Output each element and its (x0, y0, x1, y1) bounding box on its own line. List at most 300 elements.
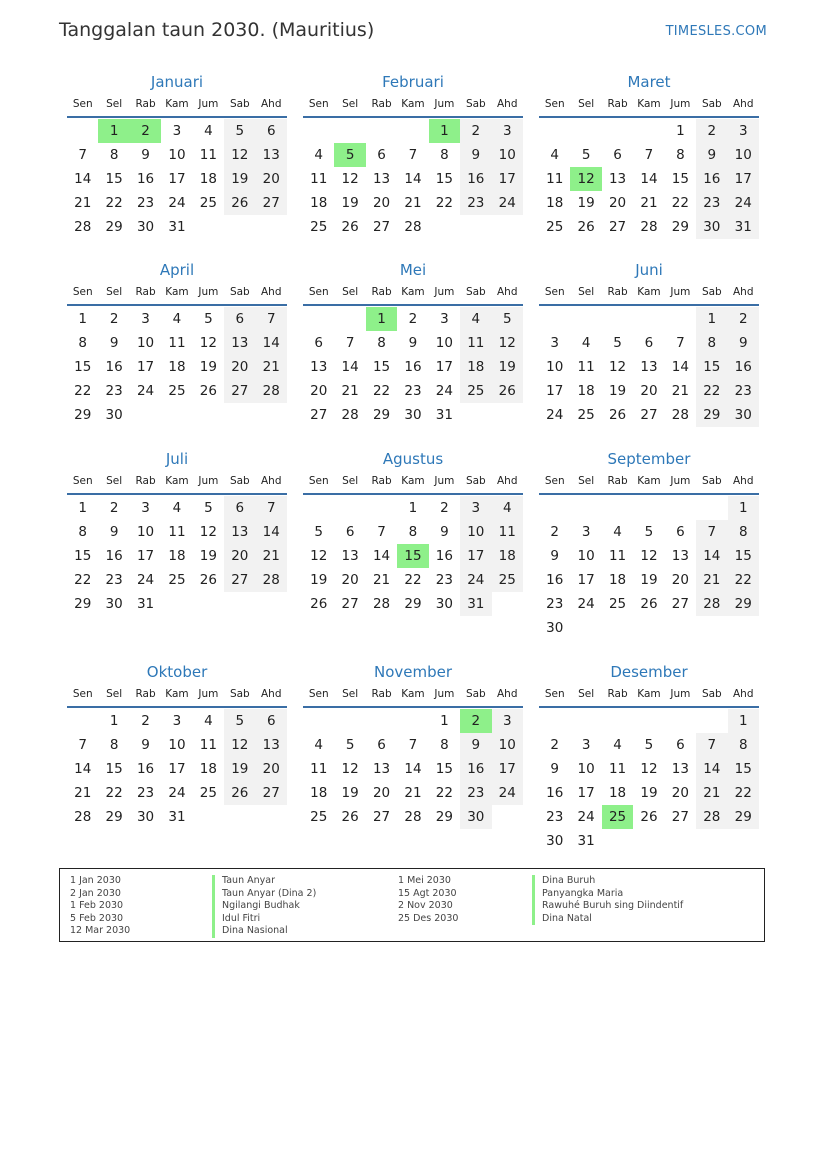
holiday-day: 1 (98, 119, 129, 143)
day-cell: 6 (676, 737, 685, 753)
day-cell: 18 (608, 572, 627, 588)
weekday-label: Sab (229, 475, 250, 487)
day-cell: 4 (172, 311, 182, 327)
weekend-day: 10 (492, 733, 523, 757)
day-cell: 8 (78, 524, 87, 540)
week-row (67, 119, 287, 143)
day-cell: 25 (310, 809, 328, 825)
empty-cell (193, 215, 224, 239)
day-cell: 5 (613, 335, 622, 351)
weekday-label: Ahd (496, 286, 518, 298)
week-row (67, 805, 287, 829)
day-cell: 29 (105, 219, 123, 235)
day-cell: 26 (608, 407, 627, 423)
day-cell: 30 (105, 407, 123, 423)
day-cell: 8 (78, 335, 87, 351)
empty-cell (161, 403, 192, 427)
week-row (303, 805, 523, 829)
day-cell: 27 (372, 219, 391, 235)
week-row (67, 757, 287, 781)
day-cell: 14 (74, 761, 92, 777)
day-cell: 18 (310, 785, 328, 801)
day-cell: 10 (577, 761, 595, 777)
weekday-label: Sel (106, 286, 123, 298)
weekend-day: 27 (256, 191, 287, 215)
day-cell: 25 (199, 785, 217, 801)
week-row (539, 568, 759, 592)
day-cell: 12 (640, 761, 658, 777)
day-cell: 22 (74, 383, 92, 399)
weekday-label: Jum (434, 286, 455, 298)
weekend-day: 10 (460, 520, 491, 544)
weekday-label: Ahd (496, 98, 518, 110)
day-cell: 27 (608, 219, 627, 235)
day-cell: 4 (613, 524, 622, 540)
day-cell: 10 (136, 524, 155, 540)
weekend-day: 16 (728, 355, 759, 379)
day-cell: 27 (671, 809, 689, 825)
day-cell: 25 (168, 572, 186, 588)
weekend-day: 9 (460, 143, 491, 167)
weekend-day: 27 (256, 781, 287, 805)
weekday-header (539, 471, 759, 495)
weekend-day: 23 (728, 379, 759, 403)
day-cell: 27 (671, 596, 689, 612)
weekend-day: 30 (696, 215, 727, 239)
empty-cell (429, 215, 460, 239)
day-cell: 20 (372, 785, 391, 801)
day-cell: 3 (550, 335, 559, 351)
empty-cell (334, 709, 365, 733)
day-cell: 13 (372, 171, 391, 187)
week-row (67, 215, 287, 239)
day-cell: 27 (341, 596, 359, 612)
weekday-label: Kam (637, 475, 661, 487)
day-cell: 15 (671, 171, 689, 187)
weekday-label: Sab (701, 98, 722, 110)
weekday-label: Ahd (732, 286, 754, 298)
weekend-day: 6 (224, 307, 255, 331)
empty-cell (570, 119, 601, 143)
day-cell: 21 (74, 785, 92, 801)
weekday-header (539, 684, 759, 708)
weekend-day: 29 (728, 805, 759, 829)
day-cell: 24 (136, 572, 155, 588)
day-cell: 13 (608, 171, 627, 187)
weekend-day: 15 (696, 355, 727, 379)
day-cell: 1 (109, 713, 119, 729)
empty-cell (366, 496, 397, 520)
weekend-day: 17 (460, 544, 491, 568)
weekend-day: 25 (492, 568, 523, 592)
day-cell: 9 (109, 524, 119, 540)
day-cell: 26 (577, 219, 595, 235)
day-cell: 16 (404, 359, 422, 375)
weekday-label: Sen (544, 688, 565, 700)
day-cell: 18 (168, 548, 186, 564)
empty-cell (728, 616, 759, 640)
week-row (67, 143, 287, 167)
weekend-day: 8 (728, 733, 759, 757)
weekend-day: 19 (224, 757, 255, 781)
weekday-label: Ahd (732, 688, 754, 700)
weekend-day: 21 (696, 781, 727, 805)
weekend-day: 15 (728, 544, 759, 568)
weekend-day: 2 (460, 119, 491, 143)
day-cell: 7 (676, 335, 685, 351)
day-cell: 4 (172, 500, 182, 516)
empty-cell (665, 616, 696, 640)
weekday-label: Jum (670, 688, 691, 700)
day-cell: 23 (105, 572, 123, 588)
weekend-day: 23 (460, 191, 491, 215)
legend-date: 2 Jan 2030 (70, 887, 121, 899)
day-cell: 2 (109, 311, 119, 327)
legend-date: 12 Mar 2030 (70, 925, 131, 936)
empty-cell (633, 616, 664, 640)
weekday-label: Kam (165, 688, 189, 700)
week-row (539, 167, 759, 191)
day-cell: 17 (136, 359, 155, 375)
weekday-label: Sel (578, 475, 595, 487)
day-cell: 19 (640, 785, 658, 801)
weekend-day: 3 (728, 119, 759, 143)
day-cell: 20 (671, 785, 689, 801)
weekend-day: 29 (728, 592, 759, 616)
month-name: Desember (610, 663, 688, 681)
legend-holiday-name: Taun Anyar (212, 875, 316, 888)
holiday-day: 5 (334, 143, 365, 167)
month-6 (539, 260, 759, 427)
day-cell: 19 (341, 785, 359, 801)
month-3 (539, 72, 759, 239)
day-cell: 1 (408, 500, 418, 516)
weekday-label: Sab (701, 286, 722, 298)
weekend-day: 21 (696, 568, 727, 592)
weekend-day: 5 (492, 307, 523, 331)
day-cell: 26 (341, 219, 359, 235)
weekday-label: Sel (106, 475, 123, 487)
empty-cell (303, 496, 334, 520)
month-name: Oktober (146, 663, 208, 681)
day-cell: 14 (671, 359, 689, 375)
weekend-day: 1 (728, 496, 759, 520)
week-row (303, 379, 523, 403)
day-cell: 6 (314, 335, 323, 351)
day-cell: 16 (546, 572, 564, 588)
weekday-label: Sen (544, 98, 565, 110)
day-cell: 16 (435, 548, 453, 564)
weekday-label: Sab (701, 688, 722, 700)
weekend-day: 22 (696, 379, 727, 403)
day-cell: 15 (435, 761, 453, 777)
weekday-header (67, 94, 287, 118)
week-row (67, 403, 287, 427)
day-cell: 25 (546, 219, 564, 235)
weekday-label: Kam (637, 98, 661, 110)
week-row (303, 592, 523, 616)
day-cell: 7 (408, 737, 418, 753)
week-row (539, 616, 759, 640)
weekday-label: Ahd (260, 98, 282, 110)
month-7 (67, 449, 287, 616)
weekday-label: Jum (434, 688, 455, 700)
weekend-day: 28 (256, 379, 287, 403)
empty-cell (397, 119, 428, 143)
day-cell: 19 (199, 548, 217, 564)
day-cell: 24 (168, 195, 186, 211)
day-cell: 31 (577, 833, 595, 849)
day-cell: 20 (671, 572, 689, 588)
day-cell: 10 (435, 335, 453, 351)
day-cell: 17 (577, 785, 595, 801)
day-cell: 22 (105, 785, 123, 801)
day-cell: 29 (74, 596, 92, 612)
weekend-day: 6 (256, 709, 287, 733)
legend-names-left (212, 875, 316, 938)
month-8 (303, 449, 523, 616)
week-row (539, 781, 759, 805)
weekend-day: 10 (492, 143, 523, 167)
day-cell: 16 (105, 548, 123, 564)
day-cell: 8 (377, 335, 386, 351)
day-cell: 16 (105, 359, 123, 375)
weekday-label: Ahd (496, 688, 518, 700)
weekend-day: 7 (696, 520, 727, 544)
weekend-day: 27 (224, 379, 255, 403)
day-cell: 6 (345, 524, 355, 540)
weekday-label: Ahd (260, 688, 282, 700)
day-cell: 19 (640, 572, 658, 588)
day-cell: 17 (435, 359, 453, 375)
month-name: Maret (627, 73, 671, 91)
empty-cell (665, 829, 696, 853)
weekday-label: Rab (371, 98, 392, 110)
weekend-day: 12 (224, 143, 255, 167)
week-row (539, 496, 759, 520)
weekend-day: 28 (696, 592, 727, 616)
day-cell: 24 (435, 383, 453, 399)
weekend-day: 9 (696, 143, 727, 167)
weekday-label: Kam (637, 286, 661, 298)
weekday-label: Jum (434, 475, 455, 487)
week-row (67, 520, 287, 544)
day-cell: 24 (136, 383, 155, 399)
weekday-label: Rab (371, 688, 392, 700)
week-row (67, 379, 287, 403)
weekday-label: Sel (342, 286, 359, 298)
weekday-label: Kam (401, 286, 425, 298)
day-cell: 10 (168, 147, 186, 163)
weekend-day: 20 (224, 355, 255, 379)
week-row (67, 544, 287, 568)
day-cell: 5 (644, 524, 654, 540)
legend-date: 1 Mei 2030 (398, 875, 451, 886)
day-cell: 4 (314, 737, 323, 753)
weekend-day: 12 (492, 331, 523, 355)
page-title: Tanggalan taun 2030. (Mauritius) (59, 19, 375, 41)
weekend-day: 28 (696, 805, 727, 829)
holiday-day: 1 (366, 307, 397, 331)
weekend-day: 13 (224, 520, 255, 544)
week-row (539, 331, 759, 355)
brand-link[interactable]: TIMESLES.COM (665, 24, 767, 39)
day-cell: 30 (546, 620, 564, 636)
day-cell: 14 (341, 359, 359, 375)
weekend-day: 12 (224, 733, 255, 757)
day-cell: 14 (74, 171, 92, 187)
empty-cell (602, 496, 633, 520)
day-cell: 10 (577, 548, 595, 564)
weekday-label: Sel (342, 475, 359, 487)
weekend-day: 25 (460, 379, 491, 403)
day-cell: 20 (341, 572, 359, 588)
day-cell: 2 (550, 524, 559, 540)
day-cell: 9 (440, 524, 449, 540)
weekend-day: 3 (460, 496, 491, 520)
day-cell: 28 (640, 219, 658, 235)
week-row (67, 733, 287, 757)
day-cell: 30 (136, 219, 155, 235)
day-cell: 25 (199, 195, 217, 211)
weekend-day: 8 (696, 331, 727, 355)
weekend-day: 23 (460, 781, 491, 805)
day-cell: 17 (136, 548, 155, 564)
day-cell: 22 (105, 195, 123, 211)
month-10 (67, 662, 287, 829)
day-cell: 26 (640, 809, 658, 825)
weekend-day: 10 (728, 143, 759, 167)
week-row (303, 119, 523, 143)
day-cell: 4 (550, 147, 559, 163)
weekday-label: Ahd (732, 475, 754, 487)
week-row (67, 167, 287, 191)
legend-date: 15 Agt 2030 (398, 887, 457, 899)
day-cell: 17 (546, 383, 564, 399)
empty-cell (193, 805, 224, 829)
day-cell: 18 (608, 785, 627, 801)
week-row (303, 733, 523, 757)
weekend-day: 15 (728, 757, 759, 781)
day-cell: 30 (105, 596, 123, 612)
day-cell: 2 (141, 713, 150, 729)
day-cell: 29 (404, 596, 422, 612)
legend-date: 1 Feb 2030 (70, 900, 124, 911)
legend-date: 1 Jan 2030 (70, 875, 121, 886)
month-4 (67, 260, 287, 427)
empty-cell (570, 307, 601, 331)
day-cell: 27 (310, 407, 328, 423)
day-cell: 24 (577, 809, 595, 825)
legend-holiday-name: Idul Fitri (212, 913, 316, 926)
holiday-legend (59, 868, 765, 942)
weekday-header (303, 282, 523, 306)
week-row (67, 191, 287, 215)
weekday-label: Jum (198, 286, 219, 298)
day-cell: 11 (199, 147, 217, 163)
day-cell: 14 (640, 171, 658, 187)
weekend-day: 26 (492, 379, 523, 403)
weekday-label: Ahd (260, 286, 282, 298)
legend-date: 25 Des 2030 (398, 912, 459, 924)
day-cell: 10 (168, 737, 186, 753)
day-cell: 21 (74, 195, 92, 211)
day-cell: 22 (671, 195, 689, 211)
week-row (539, 520, 759, 544)
empty-cell (602, 616, 633, 640)
month-name: Februari (382, 73, 444, 91)
day-cell: 21 (404, 195, 422, 211)
empty-cell (366, 709, 397, 733)
weekend-day: 2 (696, 119, 727, 143)
day-cell: 10 (136, 335, 155, 351)
empty-cell (334, 307, 365, 331)
weekend-day: 20 (224, 544, 255, 568)
weekend-day: 13 (256, 733, 287, 757)
day-cell: 25 (168, 383, 186, 399)
week-row (539, 805, 759, 829)
weekend-day: 24 (492, 191, 523, 215)
weekend-day: 31 (728, 215, 759, 239)
weekday-label: Sab (229, 98, 250, 110)
empty-cell (633, 496, 664, 520)
legend-date: 2 Nov 2030 (398, 900, 453, 911)
day-cell: 17 (577, 572, 595, 588)
weekday-label: Jum (198, 688, 219, 700)
day-cell: 28 (404, 219, 422, 235)
weekday-label: Sen (72, 98, 93, 110)
weekend-day: 9 (728, 331, 759, 355)
day-cell: 16 (136, 761, 155, 777)
weekday-label: Sel (578, 98, 595, 110)
month-1 (67, 72, 287, 239)
day-cell: 27 (372, 809, 391, 825)
day-cell: 18 (168, 359, 186, 375)
day-cell: 12 (199, 335, 217, 351)
day-cell: 1 (78, 500, 87, 516)
holiday-day: 25 (602, 805, 633, 829)
empty-cell (696, 709, 727, 733)
day-cell: 11 (577, 359, 595, 375)
legend-holiday-name: Taun Anyar (Dina 2) (212, 888, 316, 901)
weekday-label: Sel (342, 98, 359, 110)
day-cell: 27 (640, 407, 658, 423)
weekend-day: 14 (256, 520, 287, 544)
empty-cell (224, 592, 255, 616)
day-cell: 18 (577, 383, 595, 399)
day-cell: 12 (310, 548, 328, 564)
weekend-day: 28 (256, 568, 287, 592)
weekend-day: 19 (492, 355, 523, 379)
day-cell: 8 (109, 737, 119, 753)
empty-cell (130, 403, 161, 427)
day-cell: 8 (408, 524, 418, 540)
empty-cell (224, 805, 255, 829)
weekend-day: 8 (728, 520, 759, 544)
week-row (67, 331, 287, 355)
day-cell: 28 (372, 596, 391, 612)
weekend-day: 11 (492, 520, 523, 544)
weekend-day: 21 (256, 544, 287, 568)
day-cell: 20 (640, 383, 658, 399)
weekend-day: 14 (256, 331, 287, 355)
weekend-day: 14 (696, 757, 727, 781)
weekend-day: 16 (460, 757, 491, 781)
day-cell: 7 (78, 737, 87, 753)
day-cell: 19 (199, 359, 217, 375)
day-cell: 24 (577, 596, 595, 612)
month-name: Juli (165, 450, 189, 468)
